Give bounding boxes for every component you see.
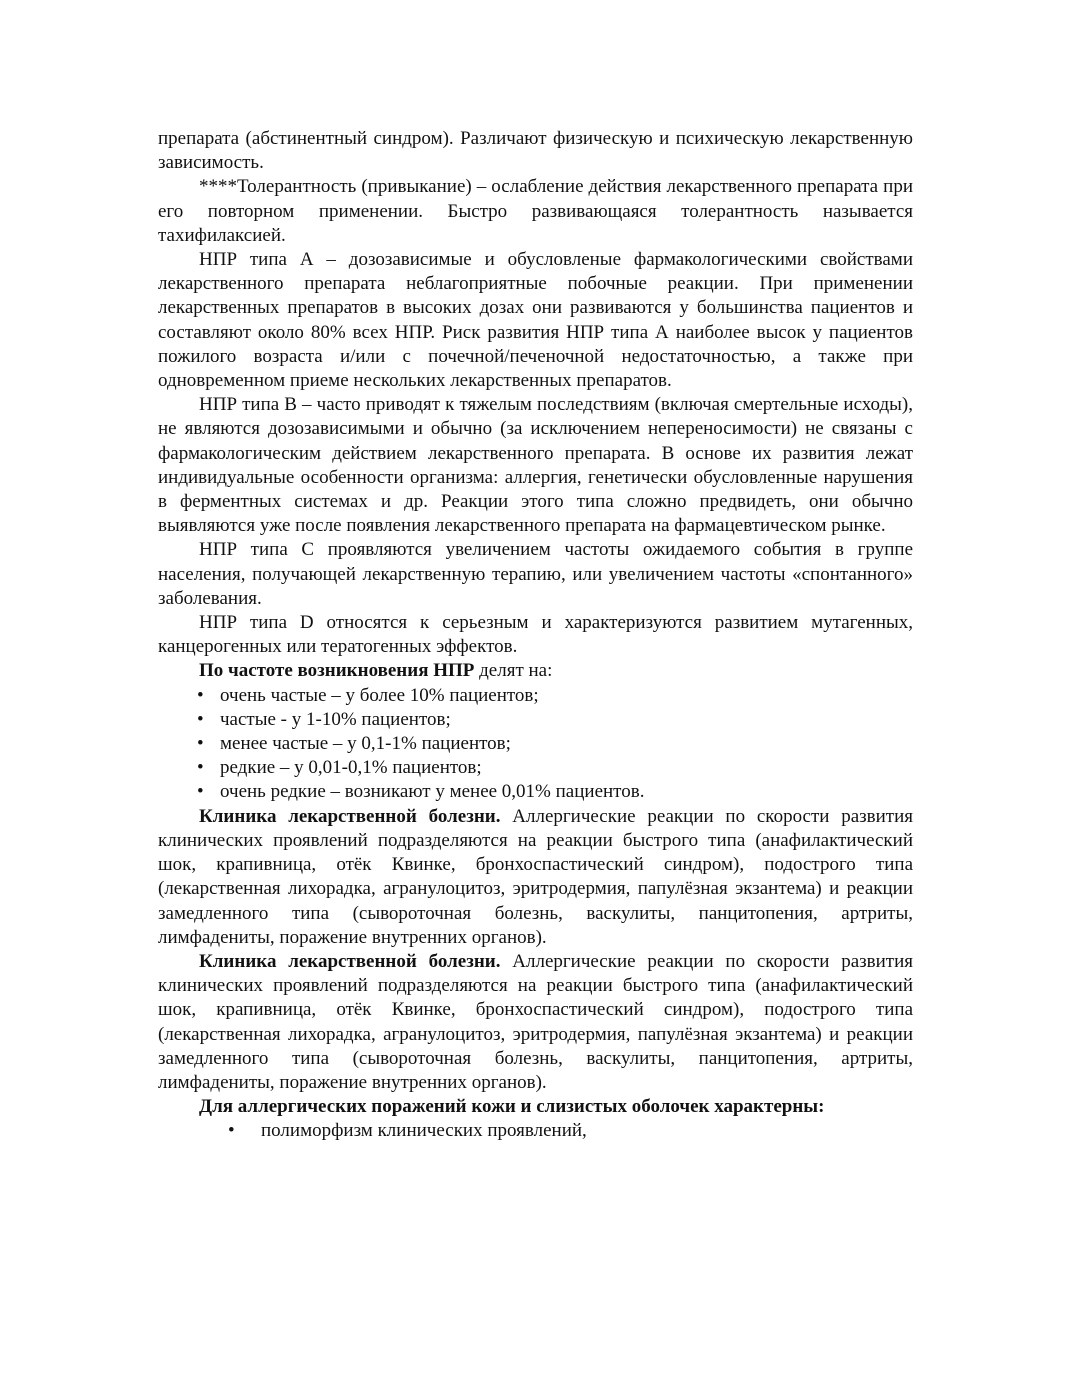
skin-heading [158, 1095, 913, 1119]
bullet-icon: • [197, 708, 204, 730]
frequency-heading-rest: делят на: [474, 660, 553, 682]
skin-heading-bold: Для аллергических поражений кожи и слизистых оболочек характерны: [199, 1096, 825, 1118]
paragraph-type-a: НПР типа А – дозозависимые и обусловленые фармакологическими свойствами лекарственного препарата неблагоприятные побочные реакции. При применении лекарственных препаратов в высоких дозах они развиваются у большинства пациентов и составляют около 80% всех НПР. Риск развития НПР типа А наиболее высок у пациентов пожилого возраста и/или с почечной/печеночной недостаточностью, а также при одновременном приеме нескольких лекарственных препаратов. [158, 249, 913, 392]
bullet-icon: • [197, 757, 204, 779]
skin-list [158, 1119, 913, 1143]
clinic-text: Аллергические реакции по скорости развития клинических проявлений подразделяются на реакции быстрого типа (анафилактический шок, крапивница, отёк Квинке, бронхоспастический синдром), подострого типа (лекарственная лихорадка, агранулоцитоз, эритродермия, папулёзная экзантема) и реакции замедленного типа (сывороточная болезнь, васкулиты, панцитопения, артриты, лимфадениты, поражение внутренних органов). [158, 805, 914, 948]
paragraph-withdrawal: препарата (абстинентный синдром). Различают физическую и психическую лекарственную зависимость. [158, 128, 913, 174]
list-item-text: полиморфизм клинических проявлений, [261, 1120, 587, 1142]
document-page [158, 127, 913, 1144]
list-item [158, 756, 913, 780]
clinic-heading-bold: Клиника лекарственной болезни. [199, 950, 501, 972]
clinic-heading-bold: Клиника лекарственной болезни. [199, 805, 501, 827]
frequency-heading [158, 659, 913, 683]
list-item-text: менее частые – у 0,1-1% пациентов; [220, 733, 511, 755]
clinic-text: Аллергические реакции по скорости развития клинических проявлений подразделяются на реакции быстрого типа (анафилактический шок, крапивница, отёк Квинке, бронхоспастический синдром), подострого типа (лекарственная лихорадка, агранулоцитоз, эритродермия, папулёзная экзантема) и реакции замедленного типа (сывороточная болезнь, васкулиты, панцитопения, артриты, лимфадениты, поражение внутренних органов). [158, 950, 914, 1093]
paragraph-type-d: НПР типа D относятся к серьезным и характеризуются развитием мутагенных, канцерогенных или тератогенных эффектов. [158, 612, 913, 658]
list-item [158, 708, 913, 732]
list-item [158, 1119, 913, 1143]
list-item-text: редкие – у 0,01-0,1% пациентов; [220, 757, 482, 779]
bullet-icon: • [197, 781, 204, 803]
list-item-text: очень частые – у более 10% пациентов; [220, 684, 539, 706]
bullet-icon: • [228, 1120, 235, 1142]
bullet-icon: • [197, 733, 204, 755]
list-item-text: очень редкие – возникают у менее 0,01% пациентов. [220, 781, 645, 803]
paragraph-clinic-2 [158, 950, 913, 1095]
list-item [158, 732, 913, 756]
paragraph-type-b: НПР типа В – часто приводят к тяжелым последствиям (включая смертельные исходы), не являются дозозависимыми и обычно (за исключением непереносимости) не связаны с фармакологическим действием лекарственного препарата. В основе их развития лежат индивидуальные особенности организма: аллергия, генетически обусловленные нарушения в ферментных системах и др. Реакции этого типа сложно предвидеть, они обычно выявляются уже после появления лекарственного препарата на фармацевтическом рынке. [158, 394, 913, 537]
paragraph-type-c: НПР типа С проявляются увеличением частоты ожидаемого события в группе населения, получающей лекарственную терапию, или увеличением частоты «спонтанного» заболевания. [158, 539, 913, 609]
paragraph-clinic-1 [158, 805, 913, 950]
paragraph-tolerance: ****Толерантность (привыкание) – ослабление действия лекарственного препарата при его повторном применении. Быстро развивающаяся толерантность называется тахифилаксией. [158, 176, 913, 246]
list-item-text: частые - у 1-10% пациентов; [220, 708, 451, 730]
list-item [158, 780, 913, 804]
frequency-heading-bold: По частоте возникновения НПР [199, 660, 475, 682]
bullet-icon: • [197, 684, 204, 706]
frequency-list [158, 684, 913, 805]
list-item [158, 684, 913, 708]
